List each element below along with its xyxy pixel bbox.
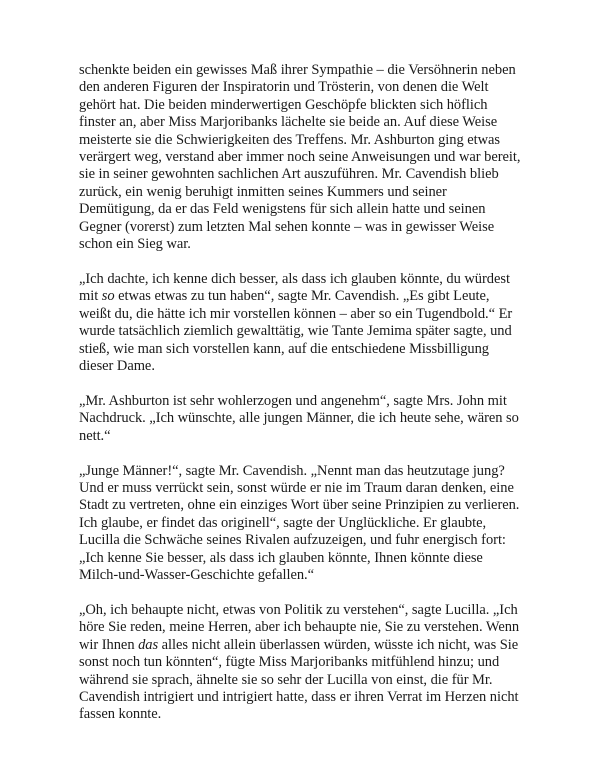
paragraph-5: [79, 602, 524, 724]
paragraph-2: [79, 271, 524, 375]
paragraph-5-text-b: alles nicht allein überlassen würden, wüsste ich nicht, was Sie sonst noch tun könnten“, fügte Miss Marjoribanks mitfühlend hinzu; und während sie sprach, ähnelte sie so sehr der Lucilla von einst, die für Mr. Cavendish intrigiert und intrigiert hatte, dass er ihren Verrat im Herzen nicht fassen konnte.: [79, 636, 519, 723]
paragraph-4-text: „Junge Männer!“, sagte Mr. Cavendish. „Nennt man das heutzutage jung? Und er muss verrückt sein, sonst würde er nie im Traum daran denken, eine Stadt zu vertreten, ohne ein einziges Wort über seine Prinzipien zu verlieren. Ich glaube, er findet das originell“, sagte der Unglückliche. Er glaubte, Lucilla die Schwäche seines Rivalen aufzuzeigen, und fuhr energisch fort: „Ich kenne Sie besser, als dass ich glauben könnte, Ihnen könnte diese Milch-und-Wasser-Geschichte gefallen.“: [79, 462, 520, 584]
paragraph-2-emphasis: so: [101, 288, 115, 305]
paragraph-3: [79, 393, 524, 445]
body-text: [79, 62, 524, 741]
paragraph-1-text: schenkte beiden ein gewisses Maß ihrer Sympathie – die Versöhnerin neben den anderen Figuren der Inspiratorin und Trösterin, von denen die Welt gehört hat. Die beiden minderwertigen Geschöpfe blickten sich höflich finster an, aber Miss Marjoribanks lächelte sie beide an. Auf diese Weise meisterte sie die Schwierigkeiten des Treffens. Mr. Ashburton ging etwas verärgert weg, verstand aber immer noch seine Anweisungen und war bereit, sie in seiner gewohnten sachlichen Art auszuführen. Mr. Cavendish blieb zurück, ein wenig beruhigt inmitten seines Kummers und seiner Demütigung, da er das Feld wenigstens für sich allein hatte und seinen Gegner (vorerst) zum letzten Mal sehen konnte – was in gewisser Weise schon ein Sieg war.: [79, 62, 521, 253]
paragraph-2-text-b: etwas etwas zu tun haben“, sagte Mr. Cavendish. „Es gibt Leute, weißt du, die hätte ich mir vorstellen können – aber so ein Tugendbold.“ Er wurde tatsächlich ziemlich gewalttätig, wie Tante Jemima später sagte, und stieß, wie man sich vorstellen kann, auf die entschiedene Missbilligung dieser Dame.: [79, 288, 513, 374]
paragraph-2-text-a: „Ich dachte, ich kenne dich besser, als dass ich glauben könnte, du würdest mit: [79, 270, 510, 305]
paragraph-4: [79, 463, 524, 585]
paragraph-3-text: „Mr. Ashburton ist sehr wohlerzogen und angenehm“, sagte Mrs. John mit Nachdruck. „Ich wünschte, alle jungen Männer, die ich heute sehe, wären so nett.“: [79, 392, 519, 444]
paragraph-5-text-a: „Oh, ich behaupte nicht, etwas von Politik zu verstehen“, sagte Lucilla. „Ich höre Sie reden, meine Herren, aber ich behaupte nie, Sie zu verstehen. Wenn wir Ihnen: [79, 601, 520, 653]
paragraph-5-emphasis: das: [138, 636, 159, 653]
paragraph-1: [79, 62, 524, 253]
